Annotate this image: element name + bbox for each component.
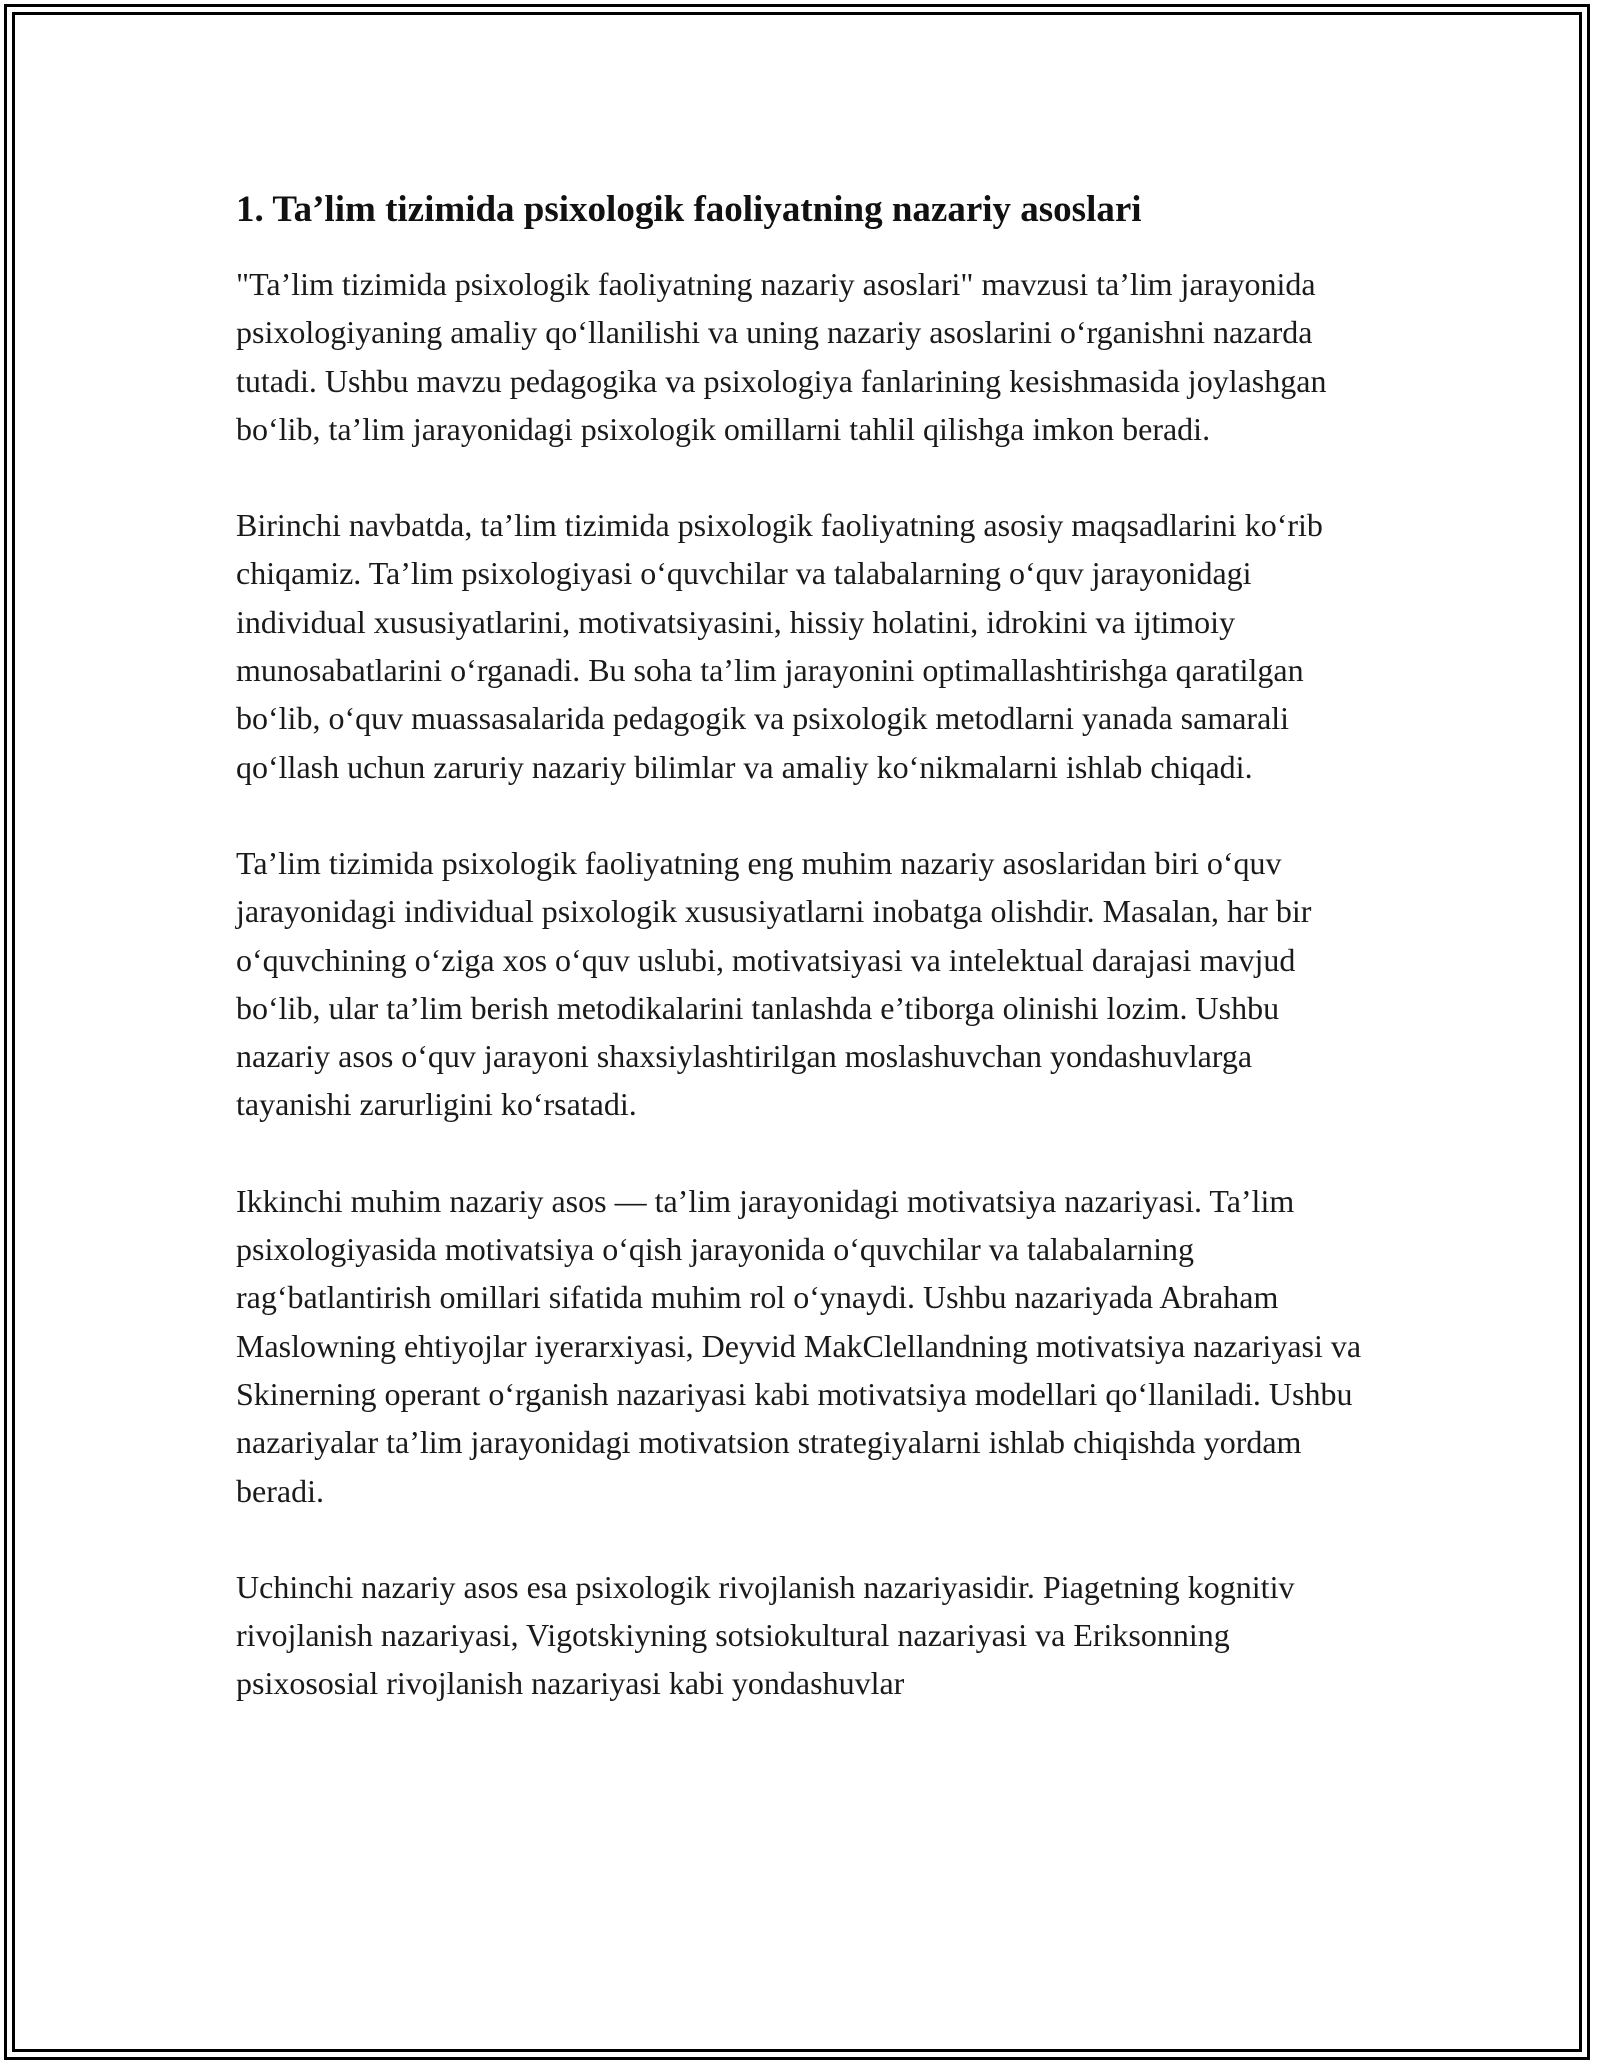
paragraph-development: Uchinchi nazariy asos esa psixologik rivojlanish nazariyasidir. Piagetning kognitiv rivojlanish nazariyasi, Vigotskiyning sotsiokultural nazariyasi va Eriksonning psixososial rivojlanish nazariyasi kabi yondashuvlar <box>236 1568 1295 1702</box>
paragraph-individual-traits: Ta’lim tizimida psixologik faoliyatning eng muhim nazariy asoslaridan biri o‘quv jarayonidagi individual psixologik xususiyatlarni inobatga olishdir. Masalan, har bir o‘quvchining o‘ziga xos o‘quv uslubi, motivatsiyasi va intelektual darajasi mavjud bo‘lib, ular ta’lim berish metodikalarini tanlashda e’tiborga olinishi lozim. Ushbu nazariy asos o‘quv jarayoni shaxsiylashtirilgan moslashuvchan yondashuvlarga tayanishi zarurligini ko‘rsatadi. <box>236 844 1312 1123</box>
paragraph-motivation: Ikkinchi muhim nazariy asos — ta’lim jarayonidagi motivatsiya nazariyasi. Ta’lim psixologiyasida motivatsiya o‘qish jarayonida o‘quvchilar va talabalarning rag‘batlantirish omillari sifatida muhim rol o‘ynaydi. Ushbu nazariyada Abraham Maslowning ehtiyojlar iyerarxiyasi, Deyvid MakClellandning motivatsiya nazariyasi va Skinerning operant o‘rganish nazariyasi kabi motivatsiya modellari qo‘llaniladi. Ushbu nazariyalar ta’lim jarayonidagi motivatsion strategiyalarni ishlab chiqishda yordam beradi. <box>236 1182 1362 1509</box>
document-body <box>236 186 1366 1756</box>
paragraph-intro: "Ta’lim tizimida psixologik faoliyatning nazariy asoslari" mavzusi ta’lim jarayonida psixologiyaning amaliy qo‘llanilishi va uning nazariy asoslarini o‘rganishni nazarda tutadi. Ushbu mavzu pedagogika va psixologiya fanlarining kesishmasida joylashgan bo‘lib, ta’lim jarayonidagi psixologik omillarni tahlil qilishga imkon beradi. <box>236 266 1327 447</box>
section-heading: 1. Ta’lim tizimida psixologik faoliyatning nazariy asoslari <box>236 189 1142 230</box>
paragraph-goals: Birinchi navbatda, ta’lim tizimida psixologik faoliyatning asosiy maqsadlarini ko‘rib chiqamiz. Ta’lim psixologiyasi o‘quvchilar va talabalarning o‘quv jarayonidagi individual xususiyatlarini, motivatsiyasini, hissiy holatini, idrokini va ijtimoiy munosabatlarini o‘rganadi. Bu soha ta’lim jarayonini optimallashtirishga qaratilgan bo‘lib, o‘quv muassasalarida pedagogik va psixologik metodlarni yanada samarali qo‘llash uchun zaruriy nazariy bilimlar va amaliy ko‘nikmalarni ishlab chiqadi. <box>236 507 1323 785</box>
